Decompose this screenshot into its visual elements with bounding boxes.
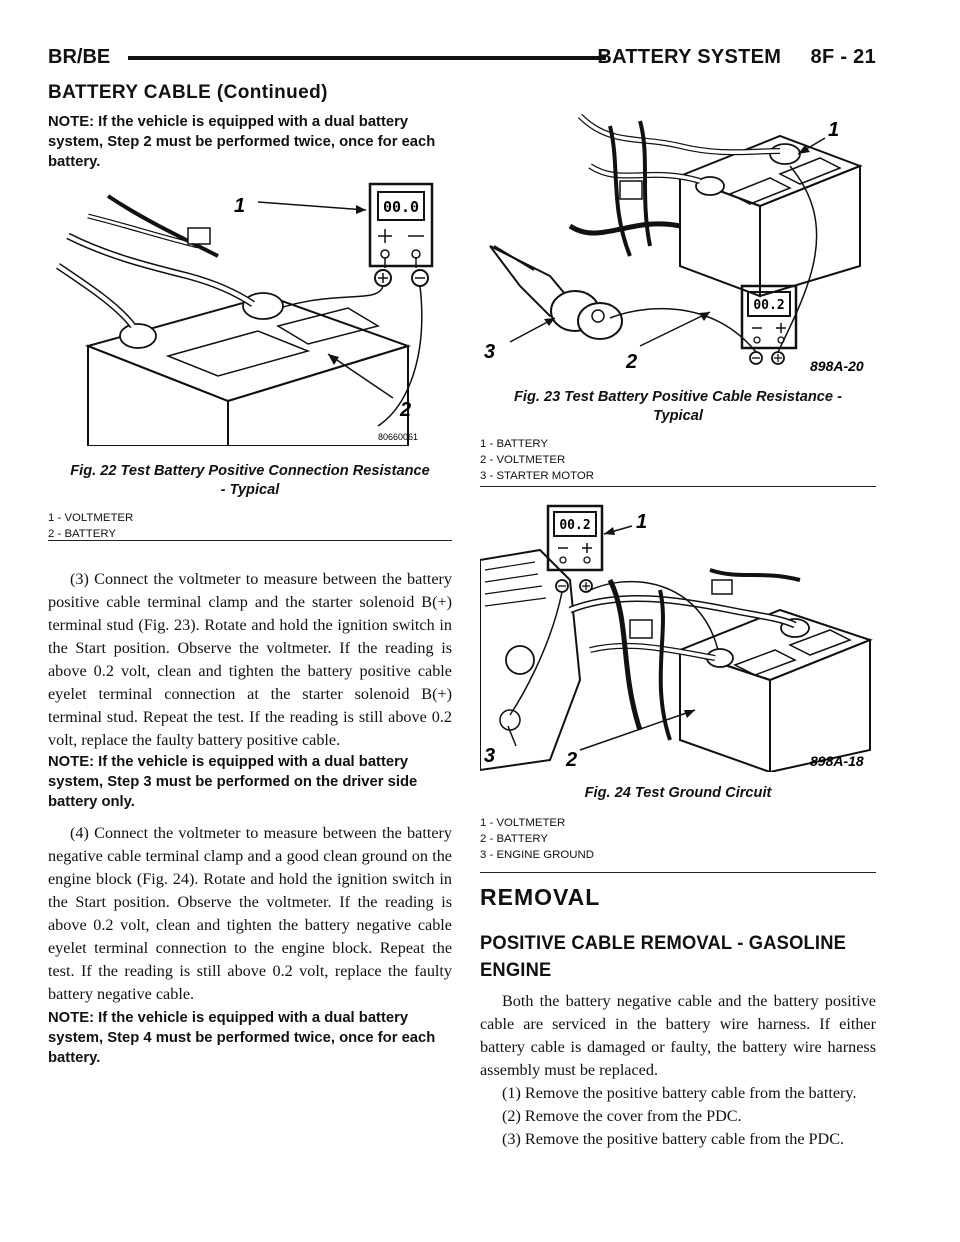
fig23-caption-line1: Fig. 23 Test Battery Positive Cable Resistance - xyxy=(514,389,842,405)
fig22-callout-2: 2 xyxy=(400,399,412,421)
removal-intro-paragraph: Both the battery negative cable and the battery positive cable are serviced in the battery wire harness. If either battery cable is damaged or faulty, the battery wire harness assembly must be replaced. xyxy=(480,992,876,1079)
legend-item: 1 - VOLTMETER xyxy=(480,817,566,829)
step-3-text: (3) Connect the voltmeter to measure between the battery positive cable terminal clamp and the starter solenoid B(+) terminal stud (Fig. 23). Rotate and hold the ignition switch in the Start position. Observe the voltmeter. If the reading is above 0.2 volt, clean and tighten the battery positive cable eyelet terminal connection at the starter solenoid B(+) terminal stud. Repeat the test. If the reading is still above 0.2 volt, replace the faulty battery positive cable. xyxy=(48,570,452,749)
legend-item: 1 - BATTERY xyxy=(480,438,548,450)
positive-cable-removal-body xyxy=(480,990,876,1151)
fig22-callout-1: 1 xyxy=(234,195,246,217)
fig23-callout-2: 2 xyxy=(626,351,638,373)
note-dual-battery-step2: NOTE: If the vehicle is equipped with a dual battery system, Step 2 must be performed twice, once for each battery. xyxy=(48,114,436,170)
fig23-meter-display: 00.2 xyxy=(753,298,785,313)
step-4-text: (4) Connect the voltmeter to measure between the battery negative cable terminal clamp and a good clean ground on the engine block (Fig. 24). Rotate and hold the ignition switch in the Start position. Observe the voltmeter. If the reading is above 0.2 volt, clean and tighten the battery negative cable eyelet terminal connection to the engine block. Repeat the test. If the reading is still above 0.2 volt, replace the faulty battery negative cable. xyxy=(48,824,452,1003)
legend-item: 2 - VOLTMETER xyxy=(480,454,566,466)
figure-22-illustration xyxy=(48,176,452,446)
section-title: BATTERY CABLE (Continued) xyxy=(48,82,328,103)
figure-24-illustration xyxy=(480,500,876,772)
legend-item: 3 - STARTER MOTOR xyxy=(480,470,594,482)
fig23-caption-line2: Typical xyxy=(653,408,703,424)
legend-item: 1 - VOLTMETER xyxy=(48,512,134,524)
fig24-callout-3: 3 xyxy=(484,745,496,767)
fig22-code: 80660061 xyxy=(378,432,419,442)
fig24-callout-1: 1 xyxy=(636,511,648,533)
fig24-callout-2: 2 xyxy=(566,749,578,771)
removal-step-1: (1) Remove the positive battery cable from the battery. xyxy=(502,1084,857,1102)
fig22-caption-line2: - Typical xyxy=(220,482,280,498)
removal-heading: REMOVAL xyxy=(480,884,601,910)
positive-cable-removal-heading: POSITIVE CABLE REMOVAL - GASOLINE ENGINE xyxy=(480,932,847,981)
figure-24 xyxy=(480,500,876,873)
figure-22 xyxy=(48,176,452,541)
figure-23 xyxy=(480,106,876,487)
fig23-legend xyxy=(480,436,876,484)
fig22-caption-line1: Fig. 22 Test Battery Positive Connection Resistance xyxy=(70,463,430,479)
fig23-code: 898A-20 xyxy=(810,358,864,374)
page-header xyxy=(48,46,876,72)
fig24-code: 898A-18 xyxy=(810,753,864,769)
legend-item: 2 - BATTERY xyxy=(48,528,116,540)
note-dual-battery-step4: NOTE: If the vehicle is equipped with a dual battery system, Step 4 must be performed twice, once for each battery. xyxy=(48,1010,436,1066)
fig22-meter-display: 00.0 xyxy=(382,198,420,216)
removal-step-3: (3) Remove the positive battery cable from the PDC. xyxy=(502,1130,845,1148)
note-dual-battery-step3: NOTE: If the vehicle is equipped with a dual battery system, Step 3 must be performed on the driver side battery only. xyxy=(48,754,418,810)
legend-item: 3 - ENGINE GROUND xyxy=(480,849,594,861)
header-model-code: BR/BE xyxy=(48,46,111,68)
header-section-page: BATTERY SYSTEM 8F - 21 xyxy=(597,46,876,68)
fig23-callout-3: 3 xyxy=(484,341,496,363)
fig22-legend xyxy=(48,510,452,542)
fig23-callout-1: 1 xyxy=(828,119,840,141)
fig24-meter-display: 00.2 xyxy=(559,518,591,533)
legend-item: 2 - BATTERY xyxy=(480,833,548,845)
figure-23-illustration xyxy=(480,106,876,376)
fig24-legend xyxy=(480,815,876,863)
fig24-caption: Fig. 24 Test Ground Circuit xyxy=(584,785,772,801)
header-rule xyxy=(128,56,606,60)
removal-step-2: (2) Remove the cover from the PDC. xyxy=(502,1107,742,1125)
